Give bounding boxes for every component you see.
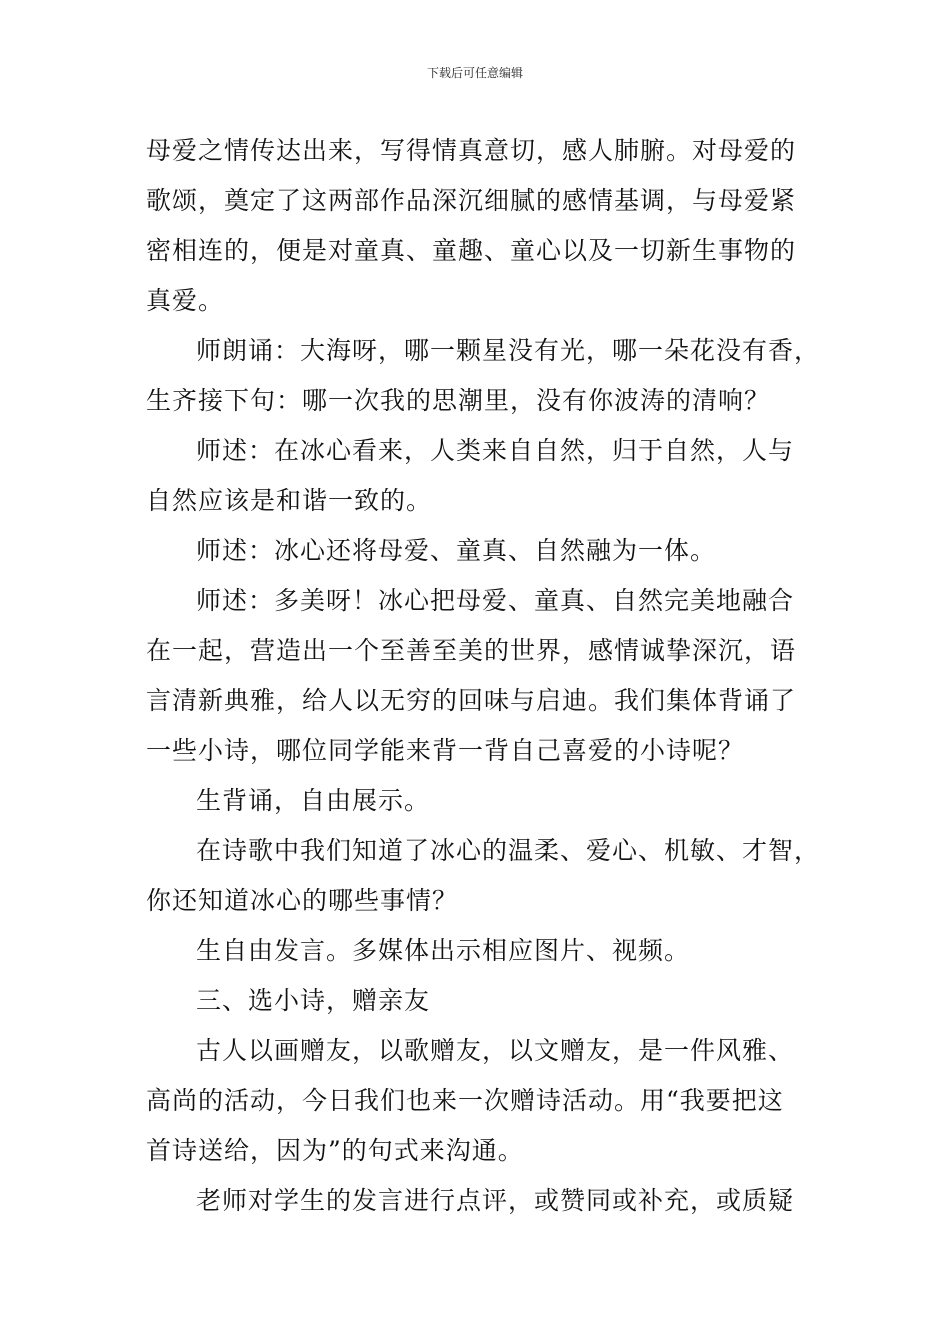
text-line: 一些小诗，哪位同学能来背一背自己喜爱的小诗呢？	[146, 736, 745, 765]
text-line: 老师对学生的发言进行点评，或赞同或补充，或质疑	[196, 1186, 795, 1215]
text-line: 自然应该是和谐一致的。	[146, 486, 433, 515]
text-line: 师朗诵：大海呀，哪一颗星没有光，哪一朵花没有香，	[196, 336, 821, 365]
text-line: 母爱之情传达出来，写得情真意切，感人肺腑。对母爱的	[146, 136, 797, 165]
text-line: 师述：在冰心看来，人类来自自然，归于自然，人与	[196, 436, 795, 465]
text-line: 首诗送给，因为”的句式来沟通。	[146, 1136, 524, 1165]
text-line: 生自由发言。多媒体出示相应图片、视频。	[196, 936, 691, 965]
text-line: 歌颂，奠定了这两部作品深沉细腻的感情基调，与母爱紧	[146, 186, 797, 215]
text-line: 师述：冰心还将母爱、童真、自然融为一体。	[196, 536, 717, 565]
text-line: 言清新典雅，给人以无穷的回味与启迪。我们集体背诵了	[146, 686, 797, 715]
text-line: 生齐接下句：哪一次我的思潮里，没有你波涛的清响？	[146, 386, 771, 415]
text-line: 高尚的活动，今日我们也来一次赠诗活动。用“我要把这	[146, 1086, 784, 1115]
text-line: 真爱。	[146, 286, 225, 315]
page-header: 下载后可任意编辑	[426, 66, 523, 80]
text-line: 在诗歌中我们知道了冰心的温柔、爱心、机敏、才智，	[196, 836, 821, 865]
section-heading: 三、选小诗，赠亲友	[196, 986, 431, 1015]
text-line: 密相连的，便是对童真、童趣、童心以及一切新生事物的	[146, 236, 797, 265]
text-line: 在一起，营造出一个至善至美的世界，感情诚挚深沉，语	[146, 636, 797, 665]
text-line: 古人以画赠友，以歌赠友，以文赠友，是一件风雅、	[196, 1036, 795, 1065]
text-line: 生背诵，自由展示。	[196, 786, 431, 815]
text-line: 师述：多美呀！冰心把母爱、童真、自然完美地融合	[196, 586, 795, 615]
text-line: 你还知道冰心的哪些事情？	[146, 886, 459, 915]
